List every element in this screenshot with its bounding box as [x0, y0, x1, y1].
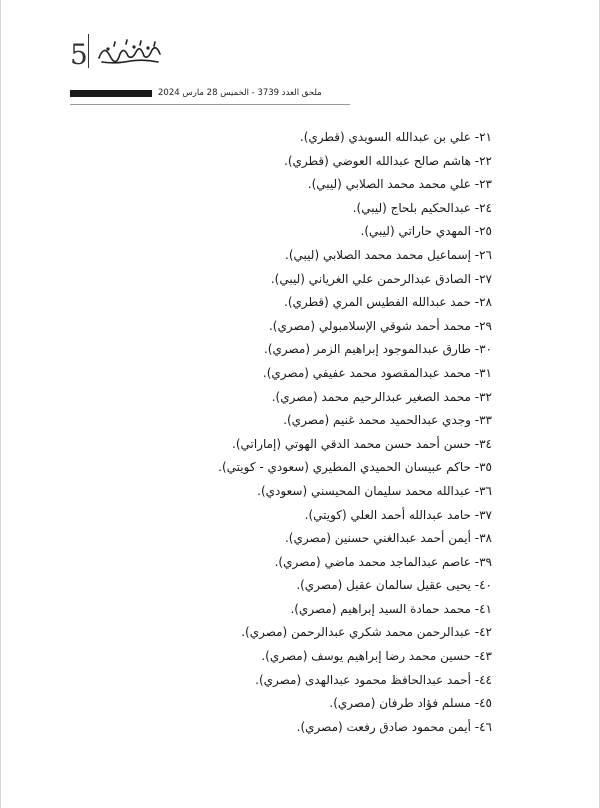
list-item: ٢٩- محمد أحمد شوقي الإسلامبولي (مصري).	[268, 318, 492, 333]
list-item: ٤٣- حسين محمد رضا إبراهيم يوسف (مصري).	[261, 649, 492, 664]
list-item: ٤٠- يحيى عقيل سالمان عقيل (مصري).	[296, 578, 492, 593]
list-item: ٢٢- هاشم صالح عبدالله العوضي (قطري).	[284, 153, 492, 168]
list-item: ٣٧- حامد عبدالله أحمد العلي (كويتي).	[304, 507, 492, 522]
list-item: ٢٨- حمد عبدالله الفطيس المري (قطري).	[284, 295, 492, 310]
list-item: ٣٣- وجدي عبدالحميد محمد غنيم (مصري).	[283, 413, 492, 428]
page-number: 5	[70, 38, 88, 71]
list-item: ٤٤- أحمد عبدالحافظ محمود عبدالهدى (مصري).	[255, 672, 492, 687]
list-item: ٤١- محمد حمادة السيد إبراهيم (مصري).	[290, 601, 492, 616]
list-item: ٣٢- محمد الصغير عبدالرحيم محمد (مصري).	[271, 389, 492, 404]
list-item: ٤٦- أيمن محمود صادق رفعت (مصري).	[296, 719, 492, 734]
issue-bar	[70, 90, 152, 97]
list-item: ٢٧- الصادق عبدالرحمن علي الغرياني (ليبي).	[270, 271, 492, 286]
header-divider	[88, 34, 89, 68]
list-item: ٢١- علي بن عبدالله السويدي (قطري).	[299, 130, 492, 144]
list-item: ٣١- محمد عبدالمقصود محمد عفيفي (مصري).	[262, 365, 492, 380]
names-list	[92, 126, 492, 739]
list-item: ٢٥- المهدي حاراتي (ليبي).	[360, 224, 492, 239]
list-item: ٣٨- أيمن أحمد عبدالغني حسنين (مصري).	[284, 531, 492, 546]
list-item: ٣٠- طارق عبدالموجود إبراهيم الزمر (مصري).	[263, 342, 492, 357]
page-header	[62, 24, 322, 98]
list-item: ٣٦- عبدالله محمد سليمان المحيسني (سعودي).	[257, 483, 492, 498]
list-item: ٣٤- حسن أحمد حسن محمد الدقي الهوتي (إماراتي).	[232, 436, 492, 451]
list-item: ٤٢- عبدالرحمن محمد شكري عبدالرحمن (مصري).	[241, 625, 492, 640]
gazette-logo	[96, 38, 164, 66]
list-item: ٣٥- حاكم عبيسان الحميدي المطيري (سعودي - كويتي).	[218, 460, 492, 475]
list-item: ٢٦- إسماعيل محمد محمد الصلابي (ليبي).	[285, 247, 492, 262]
list-item: ٢٣- علي محمد محمد الصلابي (ليبي).	[307, 177, 492, 192]
list-item: ٢٤- عبدالحكيم بلحاج (ليبي).	[352, 200, 492, 215]
issue-info: ملحق العدد 3739 - الخميس 28 مارس 2024	[158, 88, 322, 98]
header-rule	[70, 104, 350, 105]
issue-line	[70, 88, 350, 98]
list-item: ٣٩- عاصم عبدالماجد محمد ماضي (مصري).	[274, 554, 492, 569]
list-item: ٤٥- مسلم فؤاد طرفان (مصري).	[329, 696, 492, 711]
